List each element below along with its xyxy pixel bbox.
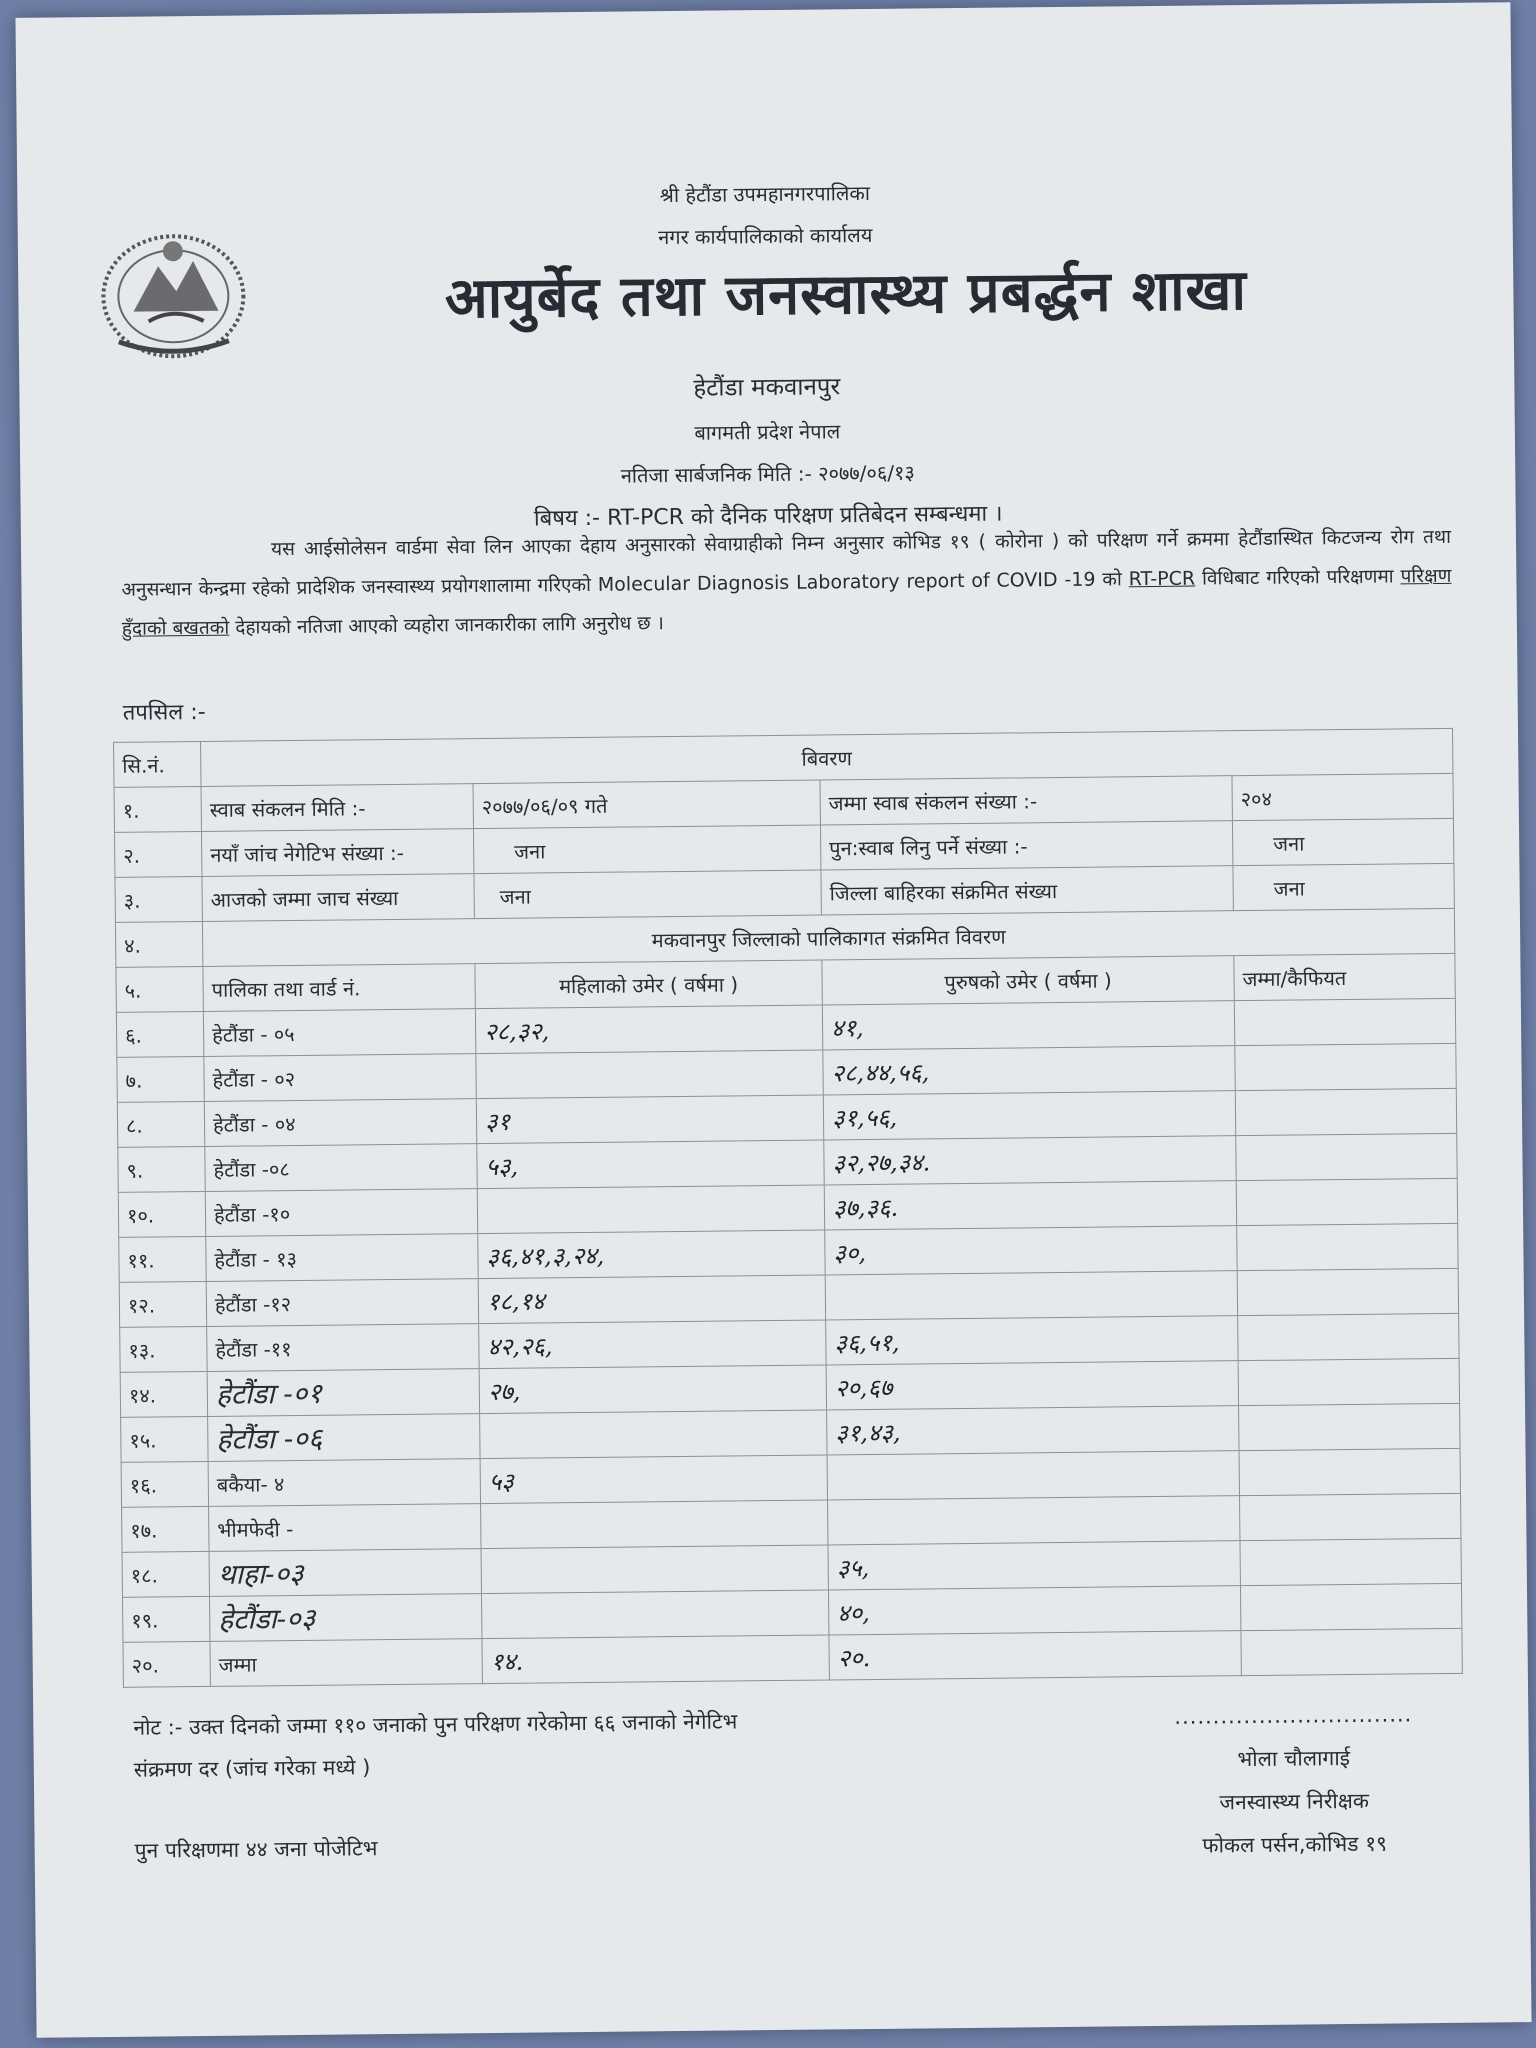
cell-female — [476, 1050, 823, 1099]
cell-female: ३१ — [476, 1095, 823, 1144]
cell-male: ३६,५१, — [826, 1316, 1238, 1365]
signer-name: भोला चौलागाई — [1237, 1746, 1351, 1772]
cell-female: २७, — [479, 1365, 826, 1414]
cell-female: १८,१४ — [478, 1275, 825, 1324]
header-place2: बागमती प्रदेश नेपाल — [694, 419, 841, 445]
cell-female: ५३, — [477, 1140, 824, 1189]
results-table — [113, 728, 1463, 1688]
cell-name: बकैया- ४ — [208, 1459, 480, 1507]
cell-remarks — [1238, 1313, 1459, 1360]
cell-remarks — [1239, 1448, 1460, 1495]
cell-female: ५३ — [480, 1455, 827, 1504]
cell-remarks — [1237, 1268, 1458, 1315]
cell-name: हेटौंडा - १३ — [206, 1234, 478, 1282]
page-title: आयुर्बेद तथा जनस्वास्थ्य प्रबर्द्धन शाखा — [444, 258, 1248, 332]
document-sheet — [15, 2, 1531, 2038]
cell-remarks — [1235, 1043, 1456, 1090]
cell-name: हेटौंडा -१० — [205, 1189, 477, 1237]
cell-male: ३०, — [825, 1226, 1237, 1275]
cell-male: ३२,२७,३४. — [824, 1136, 1236, 1185]
cell-name: हेटौंडा -०१ — [207, 1369, 479, 1417]
cell-female — [481, 1545, 828, 1594]
cell-female — [477, 1185, 824, 1234]
cell-remarks — [1237, 1223, 1458, 1270]
cell-name: थाहा-०३ — [209, 1549, 481, 1597]
cell-female: १४. — [482, 1635, 829, 1684]
cell-sn: ७. — [117, 1056, 204, 1102]
cell-name: हेटौंडा-०३ — [210, 1594, 482, 1642]
cell-sn: १७. — [122, 1506, 209, 1552]
tapasil-label: तपसिल :- — [122, 699, 206, 726]
header-line1: श्री हेटौंडा उपमहानगरपालिका — [659, 180, 871, 208]
header-date: नतिजा सार्बजनिक मिति :- २०७७/०६/१३ — [620, 460, 915, 488]
cell-remarks — [1240, 1583, 1461, 1630]
cell-male: ३१,५६, — [823, 1091, 1235, 1140]
cell-remarks — [1241, 1628, 1462, 1675]
cell-remarks — [1235, 1088, 1456, 1135]
table-row: ४. मकवानपुर जिल्लाको पालिकागत संक्रमित विवरण — [115, 908, 1454, 967]
cell-remarks — [1236, 1178, 1457, 1225]
table-column-header-row: ५. पालिका तथा वार्ड नं. महिलाको उमेर ( वर्षमा ) पुरुषको उमेर ( वर्षमा ) जम्मा/कैफियत — [116, 953, 1455, 1012]
cell-sn: २०. — [123, 1641, 210, 1687]
cell-male — [827, 1451, 1239, 1500]
cell-male: २०,६७ — [826, 1361, 1238, 1410]
cell-sn: १९. — [123, 1596, 210, 1642]
cell-name: जम्मा — [210, 1639, 482, 1687]
footer-note-retest: पुन परिक्षणमा ४४ जना पोजेटिभ — [134, 1836, 378, 1863]
cell-name: हेटौंडा -१२ — [206, 1279, 478, 1327]
cell-male: २८,४४,५६, — [823, 1046, 1235, 1095]
cell-female: २८,३२, — [475, 1005, 822, 1054]
cell-female — [480, 1410, 827, 1459]
signature-block: ............................... भोला चौलागाई जनस्वास्थ्य निरीक्षक फोकल पर्सन,कोभिड १९ — [1163, 1693, 1425, 1868]
cell-female: ३६,४१,३,२४, — [478, 1230, 825, 1279]
cell-name: हेटौंडा - ०४ — [204, 1099, 476, 1147]
body-paragraph: यस आईसोलेसन वार्डमा सेवा लिन आएका देहाय अनुसारको सेवाग्राहीको निम्न अनुसार कोभिड १९ ( कोरोना ) को परिक्षण गर्ने क्रममा हेटौंडास्थित किटजन्य रोग तथा अनुसन्धान केन्द्रमा रहेको प्रादेशिक जनस्वास्थ्य प्रयोगशालामा गरिएको Molecular Diagnosis Laboratory report of COVID -19 को RT-PCR विधिबाट गरिएको परिक्षणमा परिक्षण हुँदाको बखतको देहायको नतिजा आएको व्यहोरा जानकारीका लागि अनुरोध छ । — [121, 525, 1452, 640]
cell-name: भीमफेदी - — [209, 1504, 481, 1552]
cell-name: हेटौंडा -०६ — [208, 1414, 480, 1462]
cell-sn: ११. — [119, 1236, 206, 1282]
cell-sn: १८. — [122, 1551, 209, 1597]
cell-sn: १६. — [121, 1461, 208, 1507]
footer-note: नोट :- उक्त दिनको जम्मा ११० जनाको पुन परिक्षण गरेकोमा ६६ जनाको नेगेटिभ संक्रमण दर (जांच गरेका मध्ये ) — [133, 1709, 738, 1782]
cell-male: २०. — [829, 1631, 1241, 1680]
cell-remarks — [1239, 1403, 1460, 1450]
cell-female: ४२,२६, — [479, 1320, 826, 1369]
table-body — [116, 998, 1462, 1687]
cell-sn: ८. — [117, 1101, 204, 1147]
cell-male: ३१,४३, — [827, 1406, 1239, 1455]
subject-line: बिषय :- RT-PCR को दैनिक परिक्षण प्रतिबेदन सम्बन्धमा । — [533, 501, 1003, 532]
cell-name: हेटौंडा - ०५ — [203, 1009, 475, 1057]
header-line2: नगर कार्यपालिकाको कार्यालय — [658, 222, 873, 250]
cell-sn: ६. — [116, 1011, 203, 1057]
signer-role: फोकल पर्सन,कोभिड १९ — [1202, 1831, 1388, 1858]
cell-sn: १०. — [118, 1191, 205, 1237]
signer-title: जनस्वास्थ्य निरीक्षक — [1219, 1788, 1370, 1815]
cell-remarks — [1234, 998, 1455, 1045]
cell-male: ३७,३६. — [824, 1181, 1236, 1230]
cell-male — [828, 1496, 1240, 1545]
cell-female — [481, 1500, 828, 1549]
cell-male: ३५, — [828, 1541, 1240, 1590]
cell-sn: १४. — [120, 1371, 207, 1417]
cell-sn: ९. — [118, 1146, 205, 1192]
cell-male: ४१, — [822, 1001, 1234, 1050]
cell-name: हेटौंडा -११ — [207, 1324, 479, 1372]
header-place1: हेटौंडा मकवानपुर — [693, 372, 841, 402]
cell-sn: १२. — [119, 1281, 206, 1327]
cell-remarks — [1240, 1493, 1461, 1540]
cell-sn: १५. — [121, 1416, 208, 1462]
table-row: ३. आजको जम्मा जाच संख्या जना जिल्ला बाहिरका संक्रमित संख्या जना — [115, 863, 1454, 922]
cell-name: हेटौंडा - ०२ — [204, 1054, 476, 1102]
table-header-row: सि.नं. बिवरण — [114, 728, 1453, 787]
cell-sn: १३. — [120, 1326, 207, 1372]
cell-name: हेटौंडा -०८ — [205, 1144, 477, 1192]
table-row: १. स्वाब संकलन मिति :- २०७७/०६/०९ गते जम्मा स्वाब संकलन संख्या :- २०४ — [114, 773, 1453, 832]
cell-remarks — [1238, 1358, 1459, 1405]
cell-male: ४०, — [828, 1586, 1240, 1635]
cell-remarks — [1240, 1538, 1461, 1585]
cell-female — [481, 1590, 828, 1639]
cell-remarks — [1236, 1133, 1457, 1180]
cell-male — [825, 1271, 1237, 1320]
table-row: २. नयाँ जांच नेगेटिभ संख्या :- जना पुन:स्वाब लिनु पर्ने संख्या :- जना — [114, 818, 1453, 877]
